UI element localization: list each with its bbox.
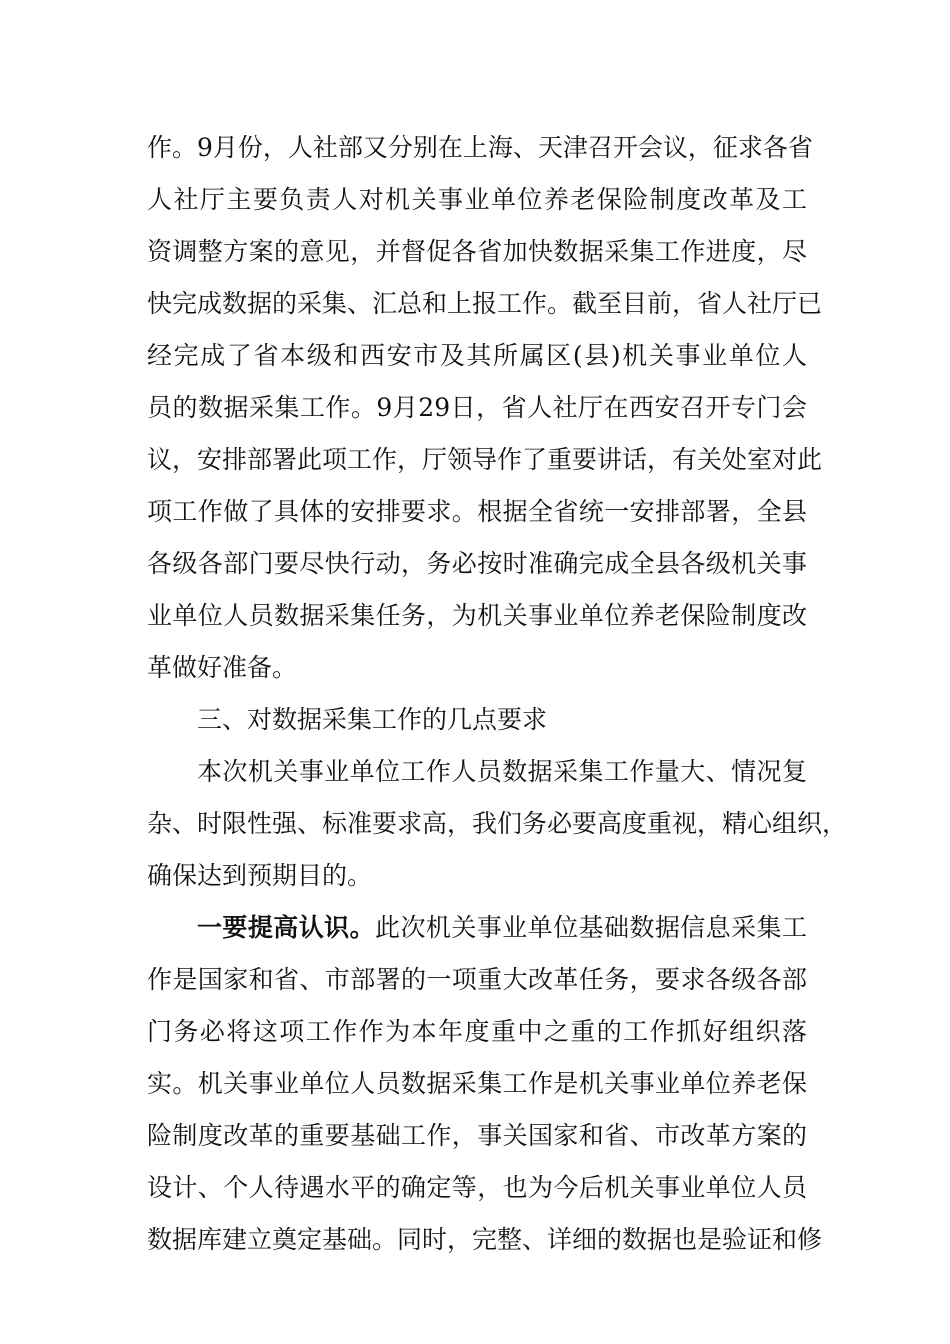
bold-lead-phrase: 一要提高认识。 [197, 913, 376, 942]
body-line-20: 险制度改革的重要基础工作，事关国家和省、市改革方案的 [147, 1121, 807, 1150]
body-line-14: 杂、时限性强、标准要求高，我们务必要高度重视，精心组织， [147, 809, 848, 838]
body-line-13: 本次机关事业单位工作人员数据采集工作量大、情况复 [197, 757, 807, 786]
body-line-15: 确保达到预期目的。 [147, 861, 373, 890]
body-line-5: 经完成了省本级和西安市及其所属区(县)机关事业单位人 [147, 341, 807, 370]
body-line-11: 革做好准备。 [147, 653, 298, 682]
body-line-9: 各级各部门要尽快行动，务必按时准确完成全县各级机关事 [147, 549, 807, 578]
body-line-3: 资调整方案的意见，并督促各省加快数据采集工作进度，尽 [147, 237, 807, 266]
body-line-7: 议，安排部署此项工作，厅领导作了重要讲话，有关处室对此 [147, 445, 823, 474]
body-line-18: 门务必将这项工作作为本年度重中之重的工作抓好组织落 [147, 1017, 807, 1046]
body-line-10: 业单位人员数据采集任务，为机关事业单位养老保险制度改 [147, 601, 807, 630]
body-line-22: 数据库建立奠定基础。同时，完整、详细的数据也是验证和修 [147, 1225, 823, 1254]
body-line-8: 项工作做了具体的安排要求。根据全省统一安排部署，全县 [147, 497, 807, 526]
body-line-4: 快完成数据的采集、汇总和上报工作。截至目前，省人社厅已 [147, 289, 823, 318]
body-line-19: 实。机关事业单位人员数据采集工作是机关事业单位养老保 [147, 1069, 807, 1098]
body-line-2: 人社厅主要负责人对机关事业单位养老保险制度改革及工 [147, 185, 807, 214]
body-line-17: 作是国家和省、市部署的一项重大改革任务，要求各级各部 [147, 965, 807, 994]
body-line-1: 作。9月份，人社部又分别在上海、天津召开会议，征求各省 [147, 133, 813, 162]
body-line-16-text: 此次机关事业单位基础数据信息采集工 [375, 913, 807, 942]
body-line-16 [197, 911, 807, 945]
body-line-6: 员的数据采集工作。9月29日，省人社厅在西安召开专门会 [147, 393, 807, 422]
body-line-21: 设计、个人待遇水平的确定等，也为今后机关事业单位人员 [147, 1173, 807, 1202]
section-heading: 三、对数据采集工作的几点要求 [197, 705, 548, 734]
